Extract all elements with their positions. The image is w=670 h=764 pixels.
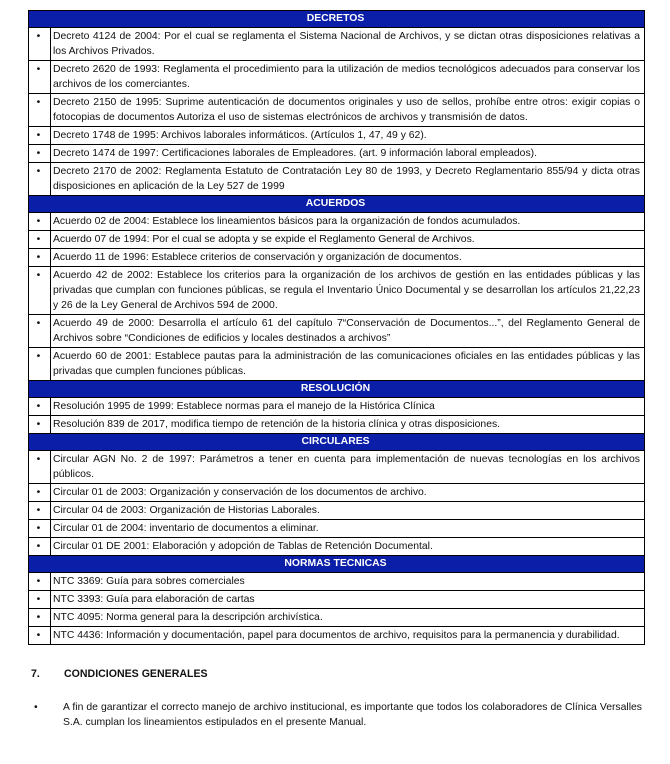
list-item: Resolución 839 de 2017, modifica tiempo de retención de la historia clínica y otras disposiciones. — [51, 416, 645, 434]
table-row — [29, 267, 645, 315]
bullet-icon: • — [29, 163, 51, 196]
bullet-icon: • — [29, 145, 51, 163]
table-row — [29, 609, 645, 627]
paragraph-text: A fin de garantizar el correcto manejo de archivo institucional, es importante que todos los colaboradores de Clínica Versalles S.A. cumplan los lineamientos estipulados en el presente Manual. — [63, 702, 642, 728]
table-row — [29, 315, 645, 348]
table-row — [29, 591, 645, 609]
bullet-icon: • — [29, 502, 51, 520]
section-7-heading — [31, 668, 208, 680]
table-row — [29, 163, 645, 196]
general-conditions-paragraph — [30, 700, 642, 730]
bullet-icon: • — [29, 231, 51, 249]
table-row — [29, 573, 645, 591]
list-item: Circular 04 de 2003: Organización de Historias Laborales. — [51, 502, 645, 520]
section-header: RESOLUCIÓN — [29, 381, 645, 398]
bullet-icon: • — [29, 315, 51, 348]
bullet-icon: • — [29, 538, 51, 556]
list-item: Decreto 1474 de 1997: Certificaciones laborales de Empleadores. (art. 9 información laboral empleados). — [51, 145, 645, 163]
list-item: Circular AGN No. 2 de 1997: Parámetros a tener en cuenta para implementación de nuevas tecnologías en los archivos públicos. — [51, 451, 645, 484]
list-item: Decreto 4124 de 2004: Por el cual se reglamenta el Sistema Nacional de Archivos, y se dictan otras disposiciones relativas a los Archivos Privados. — [51, 28, 645, 61]
bullet-icon: • — [29, 451, 51, 484]
bullet-icon: • — [29, 484, 51, 502]
list-item: Acuerdo 60 de 2001: Establece pautas para la administración de las comunicaciones oficiales en las entidades públicas y las privadas que cumplen funciones públicas. — [51, 348, 645, 381]
bullet-icon: • — [29, 28, 51, 61]
table-row — [29, 231, 645, 249]
table-row — [29, 249, 645, 267]
section-header-row — [29, 196, 645, 213]
list-item: Acuerdo 49 de 2000: Desarrolla el artículo 61 del capítulo 7“Conservación de Documentos...”, del Reglamento General de Archivos sobre “Condiciones de edificios y locales destinados a archivos” — [51, 315, 645, 348]
section-header: ACUERDOS — [29, 196, 645, 213]
table-row — [29, 28, 645, 61]
list-item: Decreto 1748 de 1995: Archivos laborales informáticos. (Artículos 1, 47, 49 y 62). — [51, 127, 645, 145]
list-item: Decreto 2170 de 2002: Reglamenta Estatuto de Contratación Ley 80 de 1993, y Decreto Reglamentario 855/94 y dicta otras disposiciones en aplicación de la Ley 527 de 1999 — [51, 163, 645, 196]
table-row — [29, 520, 645, 538]
section-header-row — [29, 11, 645, 28]
table-row — [29, 94, 645, 127]
section-number: 7. — [31, 668, 40, 680]
bullet-icon: • — [29, 213, 51, 231]
bullet-icon: • — [29, 627, 51, 645]
list-item: Decreto 2620 de 1993: Reglamenta el procedimiento para la utilización de medios tecnológicos adecuados para conservar los archivos de los comerciantes. — [51, 61, 645, 94]
table-row — [29, 398, 645, 416]
list-item: NTC 3369: Guía para sobres comerciales — [51, 573, 645, 591]
section-title: CONDICIONES GENERALES — [64, 668, 208, 680]
table-row — [29, 538, 645, 556]
list-item: Acuerdo 02 de 2004: Establece los lineamientos básicos para la organización de fondos acumulados. — [51, 213, 645, 231]
list-item: Acuerdo 42 de 2002: Establece los criterios para la organización de los archivos de gestión en las entidades públicas y las privadas que cumplan con funciones públicas, se regula el Inventario Único Documental y se desarrollan los artículos 21,22,23 y 26 de la Ley General de Archivos 594 de 2000. — [51, 267, 645, 315]
bullet-icon: • — [29, 609, 51, 627]
list-item: Circular 01 de 2003: Organización y conservación de los documentos de archivo. — [51, 484, 645, 502]
table-row — [29, 127, 645, 145]
bullet-icon: • — [29, 416, 51, 434]
list-item: Acuerdo 11 de 1996: Establece criterios de conservación y organización de documentos. — [51, 249, 645, 267]
section-header-row — [29, 434, 645, 451]
bullet-icon: • — [29, 573, 51, 591]
list-item: Circular 01 de 2004: inventario de documentos a eliminar. — [51, 520, 645, 538]
bullet-icon: • — [29, 520, 51, 538]
table-row — [29, 213, 645, 231]
section-header-row — [29, 381, 645, 398]
table-row — [29, 484, 645, 502]
table-row — [29, 416, 645, 434]
regulations-table-body — [29, 11, 645, 645]
list-item: Circular 01 DE 2001: Elaboración y adopción de Tablas de Retención Documental. — [51, 538, 645, 556]
table-row — [29, 451, 645, 484]
list-item: NTC 4436: Información y documentación, papel para documentos de archivo, requisitos para la permanencia y durabilidad. — [51, 627, 645, 645]
table-row — [29, 627, 645, 645]
bullet-icon: • — [29, 398, 51, 416]
table-row — [29, 502, 645, 520]
bullet-icon: • — [29, 348, 51, 381]
bullet-icon: • — [29, 249, 51, 267]
list-item: NTC 3393: Guía para elaboración de cartas — [51, 591, 645, 609]
bullet-icon: • — [29, 61, 51, 94]
bullet-icon: • — [34, 702, 38, 713]
list-item: Decreto 2150 de 1995: Suprime autenticación de documentos originales y uso de sellos, prohíbe entre otros: exigir copias o fotocopias de documentos Autoriza el uso de sistemas electrónicos de archivos y transmisión de datos. — [51, 94, 645, 127]
section-header: CIRCULARES — [29, 434, 645, 451]
list-item: Resolución 1995 de 1999: Establece normas para el manejo de la Histórica Clínica — [51, 398, 645, 416]
list-item: NTC 4095: Norma general para la descripción archivística. — [51, 609, 645, 627]
table-row — [29, 348, 645, 381]
bullet-icon: • — [29, 267, 51, 315]
bullet-icon: • — [29, 127, 51, 145]
table-row — [29, 61, 645, 94]
section-header-row — [29, 556, 645, 573]
table-row — [29, 145, 645, 163]
list-item: Acuerdo 07 de 1994: Por el cual se adopta y se expide el Reglamento General de Archivos. — [51, 231, 645, 249]
bullet-icon: • — [29, 94, 51, 127]
regulations-table — [28, 10, 645, 645]
section-header: NORMAS TECNICAS — [29, 556, 645, 573]
section-header: DECRETOS — [29, 11, 645, 28]
bullet-icon: • — [29, 591, 51, 609]
